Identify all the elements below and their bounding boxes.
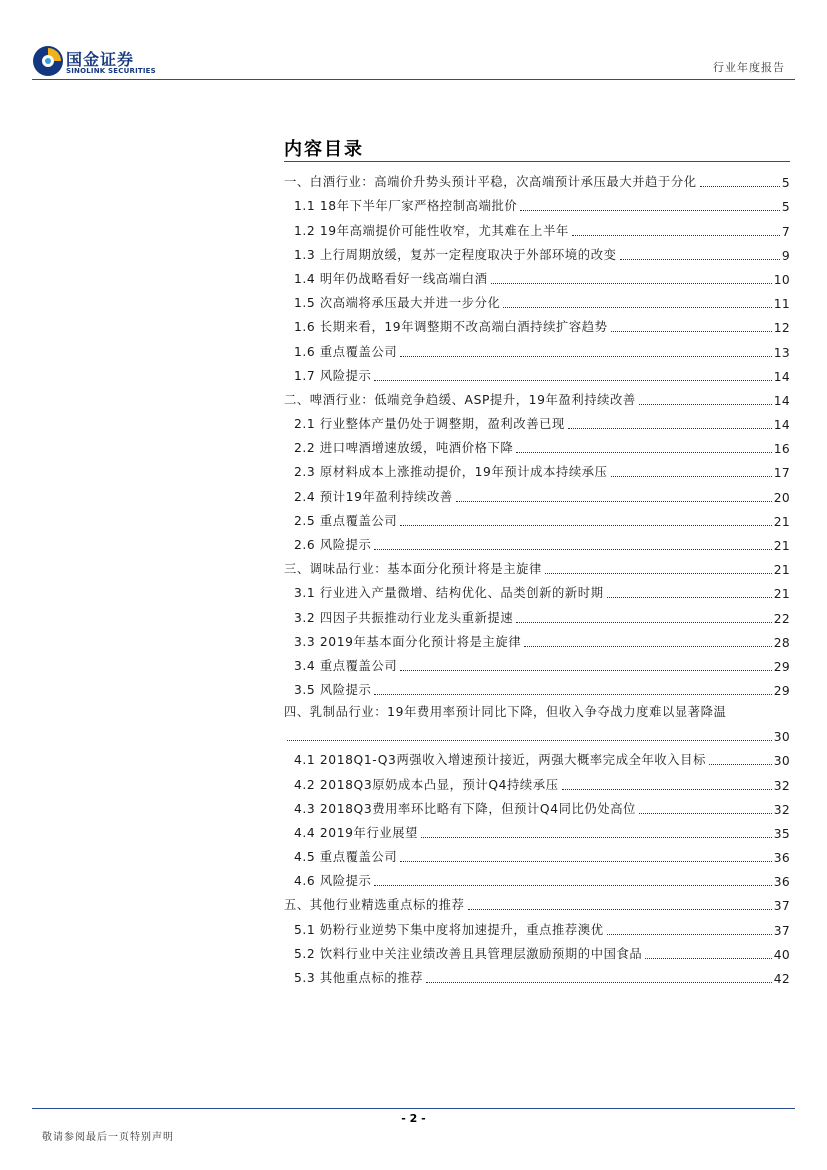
toc-entry-text: 二、啤酒行业：低端竞争趋缓、ASP提升，19年盈利持续改善: [284, 392, 636, 407]
toc-leader-dots: [607, 596, 772, 598]
toc-leader-dots: [400, 669, 772, 671]
toc-leader-dots: [562, 788, 772, 790]
toc-entry-text: 4.5 重点覆盖公司: [294, 850, 398, 865]
toc-leader-dots: [620, 258, 780, 260]
toc-entry-text: 1.3 上行周期放缓，复苏一定程度取决于外部环境的改变: [294, 247, 617, 262]
toc-entry-page: 21: [773, 514, 790, 529]
toc-entry-text: 三、调味品行业：基本面分化预计将是主旋律: [284, 562, 542, 577]
toc-entry-text: 2.2 进口啤酒增速放缓，吨酒价格下降: [294, 441, 514, 456]
toc-leader-dots: [456, 500, 772, 502]
toc-entry-text: 4.1 2018Q1-Q3两强收入增速预计接近，两强大概率完成全年收入目标: [294, 753, 706, 768]
toc-entry-page: 36: [773, 875, 790, 890]
toc-entry-text: 5.3 其他重点标的推荐: [294, 971, 424, 985]
logo-english-name: SINOLINK SECURITIES: [66, 67, 156, 75]
toc-entry[interactable]: [284, 214, 790, 238]
toc-entry[interactable]: [284, 529, 790, 553]
toc-entry-page: 12: [773, 321, 790, 336]
toc-leader-dots: [374, 884, 771, 886]
toc-leader-dots: [611, 475, 772, 477]
toc-leader-dots: [426, 981, 772, 983]
toc-entry-continuation[interactable]: [284, 720, 790, 744]
toc-leader-dots: [545, 572, 772, 574]
toc-entry-page: 21: [773, 587, 790, 602]
toc-entry-text: 3.3 2019年基本面分化预计将是主旋律: [294, 634, 522, 649]
toc-entry-text: 1.4 明年仍战略看好一线高端白酒: [294, 271, 488, 286]
toc-entry-page: 9: [781, 248, 790, 263]
toc-leader-dots: [645, 957, 771, 959]
toc-entry-page: 32: [773, 802, 790, 817]
toc-leader-dots: [516, 621, 771, 623]
toc-entry[interactable]: [284, 311, 790, 335]
toc-entry[interactable]: [284, 962, 790, 986]
toc-entry[interactable]: [284, 841, 790, 865]
toc-entry-text: 4.3 2018Q3费用率环比略有下降，但预计Q4同比仍处高位: [294, 801, 637, 816]
toc-leader-dots: [709, 763, 772, 765]
toc-entry-page: 16: [773, 442, 790, 457]
toc-leader-dots: [572, 234, 780, 236]
toc-entry-page: 5: [781, 176, 790, 191]
toc-leader-dots: [400, 860, 772, 862]
page-header: [0, 0, 827, 80]
toc-leader-dots: [503, 306, 771, 308]
toc-entry-page: 32: [773, 778, 790, 793]
toc-entry-text: 1.6 重点覆盖公司: [294, 344, 398, 359]
toc-entry[interactable]: [284, 263, 790, 287]
toc-entry-page: 14: [773, 393, 790, 408]
toc-entry-page: 30: [773, 730, 790, 745]
toc-entry[interactable]: [284, 360, 790, 384]
toc-entry[interactable]: [284, 698, 790, 720]
toc-entry-page: 37: [773, 923, 790, 938]
header-divider: [32, 79, 795, 80]
toc-entry[interactable]: [284, 650, 790, 674]
toc-leader-dots: [491, 282, 772, 284]
toc-entry-text: 3.1 行业进入产量微增、结构优化、品类创新的新时期: [294, 586, 604, 601]
toc-entry-page: 14: [773, 418, 790, 433]
toc-entry[interactable]: [284, 744, 790, 768]
toc-entry[interactable]: [284, 674, 790, 698]
toc-entry[interactable]: [284, 768, 790, 792]
toc-entry-text: 1.5 次高端将承压最大并进一步分化: [294, 296, 501, 311]
toc-entry-page: 29: [773, 684, 790, 699]
toc-entry-text: 2.6 风险提示: [294, 538, 372, 552]
toc-entry[interactable]: [284, 601, 790, 625]
toc-entry-text: 2.4 预计19年盈利持续改善: [294, 489, 453, 504]
toc-leader-dots: [400, 524, 772, 526]
toc-leader-dots: [611, 330, 772, 332]
toc-entry-page: 10: [773, 272, 790, 287]
toc-entry-text: 1.7 风险提示: [294, 368, 372, 383]
toc-entry-text: 五、其他行业精选重点标的推荐: [284, 898, 465, 913]
toc-leader-dots: [639, 812, 772, 814]
toc-entry-page: 42: [773, 972, 790, 986]
toc-entry[interactable]: [284, 190, 790, 214]
toc-entry-text: 2.3 原材料成本上涨推动提价，19年预计成本持续承压: [294, 465, 608, 480]
toc-entry-text: 2.5 重点覆盖公司: [294, 513, 398, 528]
toc-leader-dots: [607, 933, 772, 935]
toc-leader-dots: [421, 836, 772, 838]
toc-entry[interactable]: [284, 456, 790, 480]
toc-entry[interactable]: [284, 166, 790, 190]
toc-entry[interactable]: [284, 384, 790, 408]
toc-entry-text: 1.2 19年高端提价可能性收窄，尤其难在上半年: [294, 223, 569, 238]
toc-entry-page: 13: [773, 345, 790, 360]
toc-entry-text: 5.2 饮料行业中关注业绩改善且具管理层激励预期的中国食品: [294, 946, 643, 961]
toc-entry-page: 35: [773, 826, 790, 841]
toc-entry[interactable]: [284, 577, 790, 601]
toc-entry-page: 7: [781, 224, 790, 239]
toc-title-divider: [284, 161, 790, 162]
toc-entry-text: 4.4 2019年行业展望: [294, 825, 419, 840]
sinolink-logo-icon: [32, 45, 64, 77]
toc-entry[interactable]: [284, 505, 790, 529]
toc-entry-page: 17: [773, 466, 790, 481]
page-number: - 2 -: [401, 1112, 426, 1125]
toc-entry[interactable]: [284, 432, 790, 456]
logo-chinese-name: 国金证券: [66, 50, 135, 69]
toc-leader-dots: [568, 427, 772, 429]
company-logo: [32, 45, 156, 77]
toc-entry-text: 2.1 行业整体产量仍处于调整期，盈利改善已现: [294, 417, 565, 432]
toc-entry-page: 5: [781, 200, 790, 215]
toc-entry-text: 4.6 风险提示: [294, 874, 372, 889]
toc-entry-page: 30: [773, 754, 790, 769]
toc-entry-page: 21: [773, 563, 790, 578]
toc-entry[interactable]: [284, 817, 790, 841]
toc-leader-dots: [520, 209, 780, 211]
toc-entry[interactable]: [284, 889, 790, 913]
report-type-label: 行业年度报告: [713, 61, 785, 74]
toc-entry[interactable]: [284, 239, 790, 263]
toc-entry-text: 5.1 奶粉行业逆势下集中度将加速提升，重点推荐澳优: [294, 922, 604, 937]
toc-entry-text: 一、白酒行业：高端价升势头预计平稳，次高端预计承压最大并趋于分化: [284, 175, 697, 190]
toc-entry-page: 22: [773, 611, 790, 626]
toc-leader-dots: [516, 451, 771, 453]
toc-entry-page: 29: [773, 659, 790, 674]
table-of-contents: [284, 166, 790, 986]
toc-leader-dots: [374, 693, 771, 695]
toc-entry[interactable]: [284, 335, 790, 359]
toc-leader-dots: [374, 548, 771, 550]
disclaimer-note: 敬请参阅最后一页特别声明: [42, 1132, 174, 1143]
toc-entry[interactable]: [284, 793, 790, 817]
toc-leader-dots: [524, 645, 772, 647]
toc-entry-text: 1.1 18年下半年厂家严格控制高端批价: [294, 199, 518, 214]
toc-entry-page: 20: [773, 490, 790, 505]
toc-entry-page: 14: [773, 369, 790, 384]
toc-entry-page: 21: [773, 539, 790, 553]
toc-leader-dots: [400, 355, 772, 357]
toc-entry-page: 36: [773, 851, 790, 866]
toc-entry[interactable]: [284, 408, 790, 432]
toc-entry-text: 3.4 重点覆盖公司: [294, 658, 398, 673]
toc-entry[interactable]: [284, 913, 790, 937]
toc-entry-page: 11: [773, 297, 790, 312]
footer-divider: [32, 1108, 795, 1109]
toc-leader-dots: [468, 908, 772, 910]
toc-entry-text: 4.2 2018Q3原奶成本凸显，预计Q4持续承压: [294, 777, 559, 792]
toc-entry-text: 3.5 风险提示: [294, 683, 372, 698]
toc-leader-dots: [700, 185, 780, 187]
toc-entry[interactable]: [284, 480, 790, 504]
toc-entry-text: 四、乳制品行业：19年费用率预计同比下降，但收入争夺战力度难以显著降温: [284, 705, 727, 720]
toc-entry[interactable]: [284, 553, 790, 577]
toc-entry-text: 1.6 长期来看，19年调整期不改高端白酒持续扩容趋势: [294, 320, 608, 335]
toc-entry[interactable]: [284, 626, 790, 650]
toc-entry[interactable]: [284, 865, 790, 889]
toc-leader-dots: [639, 403, 772, 405]
toc-entry[interactable]: [284, 938, 790, 962]
toc-entry-text: 3.2 四因子共振推动行业龙头重新提速: [294, 610, 514, 625]
toc-entry-page: 40: [773, 947, 790, 962]
toc-leader-dots: [287, 739, 772, 741]
toc-entry[interactable]: [284, 287, 790, 311]
toc-entry-page: 37: [773, 899, 790, 914]
toc-title: 内容目录: [284, 139, 364, 160]
toc-leader-dots: [374, 379, 771, 381]
toc-entry-page: 28: [773, 635, 790, 650]
